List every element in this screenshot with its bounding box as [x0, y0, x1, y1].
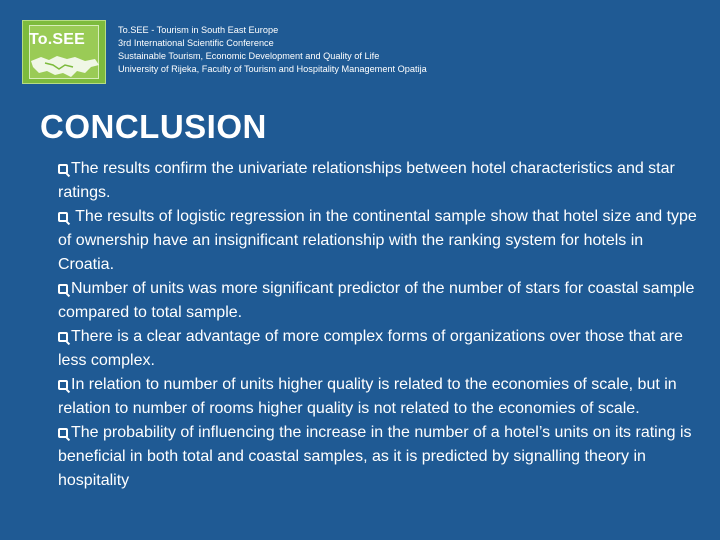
- checkbox-bullet-icon: [58, 428, 68, 438]
- checkbox-bullet-icon: [58, 284, 68, 294]
- conference-logo: [22, 20, 106, 84]
- header-line: Sustainable Tourism, Economic Development and Quality of Life: [118, 51, 380, 61]
- logo-text: To.SEE: [29, 31, 86, 48]
- list-item: [58, 205, 698, 277]
- list-item-text: The probability of influencing the increase in the number of a hotel’s units on its rating is beneficial in both total and coastal samples, as it is predicted by signalling theory in hospitality: [58, 424, 692, 489]
- checkbox-bullet-icon: [58, 332, 68, 342]
- list-item: [58, 373, 698, 421]
- list-item-text: There is a clear advantage of more complex forms of organizations over those that are less complex.: [58, 328, 683, 369]
- header-line: University of Rijeka, Faculty of Tourism and Hospitality Management Opatija: [118, 64, 427, 74]
- checkbox-bullet-icon: [58, 164, 68, 174]
- list-item-text: The results confirm the univariate relationships between hotel characteristics and star ratings.: [58, 160, 675, 201]
- header-line: To.SEE - Tourism in South East Europe: [118, 25, 279, 35]
- list-item-text: In relation to number of units higher quality is related to the economies of scale, but in relation to number of rooms higher quality is not related to the economies of scale.: [58, 376, 677, 417]
- conclusion-list: [58, 157, 698, 493]
- conference-header: [118, 24, 427, 76]
- checkbox-bullet-icon: [58, 380, 68, 390]
- list-item: [58, 277, 698, 325]
- slide-title: CONCLUSION: [40, 108, 267, 145]
- header-line: 3rd International Scientific Conference: [118, 38, 274, 48]
- logo-map-icon: [27, 51, 103, 81]
- list-item-text: The results of logistic regression in the continental sample show that hotel size and type of ownership have an insignificant relationship with the ranking system for hotels in Croatia.: [58, 208, 697, 273]
- list-item: [58, 325, 698, 373]
- checkbox-bullet-icon: [58, 212, 68, 222]
- list-item: [58, 157, 698, 205]
- list-item: [58, 421, 698, 493]
- list-item-text: Number of units was more significant predictor of the number of stars for coastal sample compared to total sample.: [58, 280, 695, 321]
